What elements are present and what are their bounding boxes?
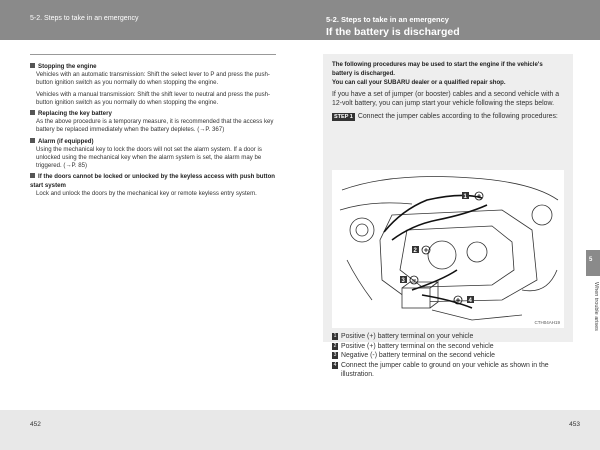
intro-text: If you have a set of jumper (or booster) cables and a second vehicle with a 12-volt battery, you can jump start your vehicle following the steps below. bbox=[332, 91, 560, 108]
legend-number: 1 bbox=[333, 333, 337, 339]
step-1 bbox=[332, 112, 564, 121]
callout-4: 4 bbox=[468, 298, 472, 304]
engine-bay-illustration bbox=[332, 170, 564, 328]
legend-item bbox=[332, 342, 566, 352]
left-page-content bbox=[30, 54, 276, 201]
callout-2: 2 bbox=[413, 248, 417, 254]
legend-item bbox=[332, 332, 566, 342]
block-paragraph: Vehicles with an automatic transmission: Shift the select lever to P and press the push-button ignition switch as you normally do when stopping the engine. bbox=[36, 71, 270, 87]
block-paragraph: As the above procedure is a temporary measure, it is recommended that the access key battery be replaced immediately when the battery depletes. (→P. 367) bbox=[36, 118, 274, 134]
right-page bbox=[300, 0, 600, 450]
divider bbox=[30, 54, 276, 55]
legend-text: Connect the jumper cable to ground on your vehicle as shown in the illustration. bbox=[341, 361, 549, 378]
left-section-label: 5-2. Steps to take in an emergency bbox=[30, 15, 139, 22]
square-bullet-icon bbox=[30, 173, 35, 178]
legend-number: 3 bbox=[333, 352, 337, 358]
legend-text: Positive (+) battery terminal on the second vehicle bbox=[341, 342, 494, 350]
legend-item bbox=[332, 361, 566, 380]
legend-item bbox=[332, 351, 566, 361]
right-page-number: 453 bbox=[569, 421, 580, 428]
right-footer bbox=[300, 410, 600, 450]
chapter-number: 5 bbox=[589, 257, 593, 263]
legend-text: Negative (-) battery terminal on the second vehicle bbox=[341, 352, 495, 359]
block-doors-keyless bbox=[30, 173, 276, 198]
legend-number: 2 bbox=[333, 342, 337, 349]
intro-bold-2: You can call your SUBARU dealer or a qualified repair shop. bbox=[332, 79, 506, 86]
legend-text: Positive (+) battery terminal on your vehicle bbox=[341, 333, 474, 340]
left-footer bbox=[0, 410, 300, 450]
left-page-number: 452 bbox=[30, 421, 41, 428]
block-replacing-key-battery bbox=[30, 110, 276, 135]
chapter-side-text: When trouble arises bbox=[593, 282, 599, 331]
right-section-label: 5-2. Steps to take in an emergency bbox=[326, 15, 449, 24]
step-text: Connect the jumper cables according to the following procedures: bbox=[357, 113, 558, 121]
chapter-side-tab bbox=[586, 250, 600, 276]
block-heading: Alarm (if equipped) bbox=[30, 138, 276, 146]
block-stopping-engine bbox=[30, 63, 276, 107]
block-alarm bbox=[30, 138, 276, 171]
square-bullet-icon bbox=[30, 138, 35, 143]
page-title: If the battery is discharged bbox=[326, 26, 460, 38]
legend-number: 4 bbox=[333, 361, 337, 368]
block-heading: Replacing the key battery bbox=[30, 110, 276, 118]
right-page-header bbox=[300, 0, 600, 40]
callout-3: 3 bbox=[401, 278, 405, 284]
block-heading: If the doors cannot be locked or unlocked by the keyless access with push button start system bbox=[30, 173, 276, 189]
engine-bay-drawing bbox=[332, 170, 564, 328]
square-bullet-icon bbox=[30, 63, 35, 68]
intro-bold-1: The following procedures may be used to start the engine if the vehicle's battery is discharged. bbox=[332, 61, 543, 77]
callout-1: 1 bbox=[463, 194, 467, 200]
left-page-header bbox=[0, 0, 300, 40]
block-paragraph: Using the mechanical key to lock the doors will not set the alarm system. If a door is unlocked using the mechanical key when the alarm system is set, the alarm may be triggered. (→P. 85) bbox=[36, 145, 262, 170]
illustration-code: CTH04AH19 bbox=[534, 320, 560, 325]
square-bullet-icon bbox=[30, 110, 35, 115]
callout-legend bbox=[332, 332, 566, 380]
block-heading: Stopping the engine bbox=[30, 63, 276, 71]
block-paragraph: Vehicles with a manual transmission: Shift the shift lever to neutral and press the push-button ignition switch as you normally do when stopping the engine. bbox=[36, 90, 271, 106]
step-badge: STEP 1 bbox=[334, 114, 353, 121]
block-paragraph: Lock and unlock the doors by the mechanical key or remote keyless entry system. bbox=[36, 189, 257, 197]
content-box bbox=[323, 54, 573, 378]
